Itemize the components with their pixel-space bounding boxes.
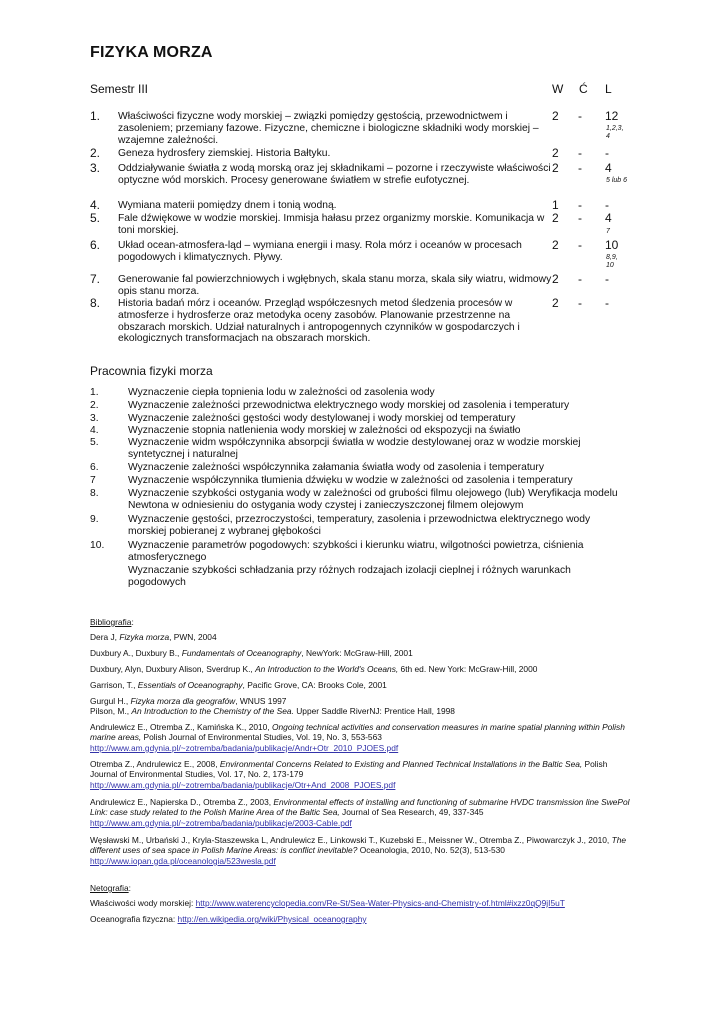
lecture-w: 2 xyxy=(552,211,559,225)
lecture-w: 2 xyxy=(552,146,559,160)
neto-link[interactable]: http://www.waterencyclopedia.com/Re-St/Sea-Water-Physics-and-Chemistry-of.html#ixzz0qQ9jI5uT xyxy=(195,898,565,908)
bib-title: Ongoing technical activities and conservation measures in marine spatial planning within Polish marine areas, xyxy=(90,722,625,743)
lecture-w: 1 xyxy=(552,198,559,212)
lecture-l: - xyxy=(605,272,609,286)
header-l: L xyxy=(605,82,612,96)
lecture-c: - xyxy=(578,109,582,123)
lab-number: 2. xyxy=(90,400,99,411)
header-c: Ć xyxy=(579,82,588,96)
bib-details: , NewYork: McGraw-Hill, 2001 xyxy=(301,648,413,658)
lab-text: Wyznaczenie zależności współczynnika załamania światła wody od zasolenia i temperatury xyxy=(128,462,544,473)
lecture-c: - xyxy=(578,272,582,286)
lab-text: Wyznaczenie zależności przewodnictwa elektrycznego wody morskiej od zasolenia i temperatury xyxy=(128,400,570,411)
bib-link[interactable]: http://www.am.gdynia.pl/~zotremba/badania/publikacje/2003-Cable.pdf xyxy=(90,817,352,828)
lab-text: Wyznaczenie szybkości ostygania wody w zależności od grubości filmu olejowego (lub) Weryfikacja modelu Newtona w odniesieniu do ostygania wody czystej i zanieczyszczonej filmem olejowym xyxy=(128,488,618,511)
lab-heading: Pracownia fizyki morza xyxy=(90,364,213,378)
bib-title: Environmental effects of installing and functioning of submarine HVDC transmission line SwePol Link: case study related to the Polish Marine Area of the Baltic Sea, xyxy=(90,797,630,818)
bib-entry xyxy=(90,759,635,790)
bib-details: 6th ed. New York: McGraw-Hill, 2000 xyxy=(398,664,538,674)
netografia-heading: Netografia xyxy=(90,883,129,893)
lab-number: 6. xyxy=(90,462,99,473)
lecture-text: Historia badań mórz i oceanów. Przegląd współczesnych metod śledzenia procesów w atmosferze i hydrosferze oraz metodyka oceny zasobów. Planowanie przestrzenne na obszarach morskich. Udział naturalnych i antropogennych czynników w gospodarczych i ekologicznych transformacjach na obszarach morskich. xyxy=(118,298,520,345)
lecture-text: Geneza hydrosfery ziemskiej. Historia Bałtyku. xyxy=(118,148,331,159)
bib-link[interactable]: http://www.am.gdynia.pl/~zotremba/badania/publikacje/Otr+And_2008_PJOES.pdf xyxy=(90,779,396,790)
lecture-c: - xyxy=(578,146,582,160)
lab-text: Wyznaczenie widm współczynnika absorpcji światła w wodzie destylowanej oraz w wodzie morskiej syntetycznej i naturalnej xyxy=(128,437,581,460)
lab-number: 8. xyxy=(90,488,99,499)
bibliography-heading: Bibliografia xyxy=(90,617,132,627)
header-w: W xyxy=(552,82,564,96)
lecture-l-sub: 7 xyxy=(606,228,610,235)
lecture-text: Oddziaływanie światła z wodą morską oraz jej składnikami – pozorne i rzeczywiste właściwości optyczne wód morskich. Procesy generowane światłem w strefie eufotycznej. xyxy=(118,163,551,186)
lab-number: 9. xyxy=(90,514,99,525)
lecture-l-sub: 1,2,3, 4 xyxy=(606,125,624,140)
lecture-text: Właściwości fizyczne wody morskiej – związki pomiędzy gęstością, przewodnictwem i zasoleniem; przemiany fazowe. Fizyczne, chemiczne i biologiczne składniki wody morskiej – wzajemne zależności. xyxy=(118,111,539,146)
lab-text: Wyznaczenie gęstości, przezroczystości, temperatury, zasolenia i przewodnictwa elektrycznego wody morskiej pobieranej z wybranej głębokości xyxy=(128,514,591,537)
lecture-number: 1. xyxy=(90,109,101,123)
bib-entry xyxy=(90,664,635,674)
lecture-text: Wymiana materii pomiędzy dnem i tonią wodną. xyxy=(118,200,337,211)
lecture-l: 4 xyxy=(605,161,612,175)
bib-entry xyxy=(90,722,635,753)
bib-details: Oceanologia, 2010, No. 52(3), 513-530 xyxy=(357,845,505,856)
lecture-l: - xyxy=(605,146,609,160)
lab-text: Wyznaczenie ciepła topnienia lodu w zależności od zasolenia wody xyxy=(128,387,435,398)
bib-title: Fundamentals of Oceanography xyxy=(181,648,302,658)
lab-text: Wyznaczenie stopnia natlenienia wody morskiej w zależności od ekspozycji na światło xyxy=(128,425,521,436)
lecture-w: 2 xyxy=(552,238,559,252)
bib-title: The different uses of sea space in Polish Marine Areas: is conflict inevitable? xyxy=(90,835,627,856)
lab-text: Wyznaczenie parametrów pogodowych: szybkości i kierunku wiatru, wilgotności powietrza, ciśnienia atmosferycznego xyxy=(128,540,584,563)
lab-number: 1. xyxy=(90,387,99,398)
bib-details: Journal of Sea Research, 49, 337-345 xyxy=(339,807,484,818)
lecture-w: 2 xyxy=(552,296,559,310)
lecture-l-sub: 8,9, 10 xyxy=(606,254,618,269)
lecture-number: 5. xyxy=(90,211,101,225)
lab-number: 7 xyxy=(90,475,96,486)
bib-details: Upper Saddle RiverNJ: Prentice Hall, 1998 xyxy=(293,706,455,716)
lecture-c: - xyxy=(578,238,582,252)
bib-title: Essentials of Oceanography xyxy=(137,680,243,690)
bib-details: , Pacific Grove, CA: Brooks Cole, 2001 xyxy=(242,680,387,690)
bib-authors: Duxbury, Alyn, Duxbury Alison, Sverdrup K., xyxy=(90,664,256,674)
bib-title: Fizyka morza xyxy=(119,632,170,642)
bib-details: , WNUS 1997 xyxy=(235,696,287,706)
lecture-w: 2 xyxy=(552,161,559,175)
bib-authors: Pilson, M., xyxy=(90,706,132,716)
lecture-number: 8. xyxy=(90,296,101,310)
lecture-c: - xyxy=(578,211,582,225)
lecture-text: Układ ocean-atmosfera-ląd – wymiana energii i masy. Rola mórz i oceanów w procesach pogodowych i klimatycznych. Pływy. xyxy=(118,240,522,263)
lecture-w: 2 xyxy=(552,109,559,123)
lab-number: 10. xyxy=(90,540,105,551)
lecture-c: - xyxy=(578,296,582,310)
bib-entry xyxy=(90,696,635,706)
bib-entry xyxy=(90,648,635,658)
lecture-l-sub: 5 lub 6 xyxy=(606,177,628,184)
neto-entry xyxy=(90,914,635,924)
bib-authors: Gurgul H., xyxy=(90,696,131,706)
lab-text: Wyznaczanie szybkości schładzania przy różnych rodzajach izolacji cieplnej i różnych warunkach pogodowych xyxy=(128,565,571,588)
bib-details: Polish Journal of Environmental Studies, Vol. 19, No. 3, 553-563 xyxy=(141,732,382,743)
lecture-number: 7. xyxy=(90,272,101,286)
bib-entry xyxy=(90,706,635,716)
lecture-text: Fale dźwiękowe w wodzie morskiej. Immisja hałasu przez organizmy morskie. Komunikacja w toni morskiej. xyxy=(118,213,545,236)
lecture-l: 4 xyxy=(605,211,612,225)
lab-number: 3. xyxy=(90,413,99,424)
bib-authors: Andrulewicz E., Napierska D., Otremba Z., 2003, xyxy=(90,797,274,807)
semester-heading: Semestr III xyxy=(90,82,149,96)
bib-title: Environmental Concerns Related to Existing and Planned Technical Installations in the Baltic Sea, xyxy=(219,759,583,769)
lecture-number: 3. xyxy=(90,161,101,175)
bib-link[interactable]: http://www.iopan.gda.pl/oceanologia/523wesla.pdf xyxy=(90,855,276,866)
neto-label: Właściwości wody morskiej: xyxy=(90,898,196,908)
bib-details: Polish Journal of Environmental Studies, Vol. 17, No. 2, 173-179 xyxy=(90,759,608,780)
lecture-w: 2 xyxy=(552,272,559,286)
lecture-text: Generowanie fal powierzchniowych i wgłębnych, skala stanu morza, skala siły wiatru, widmowy opis stanu morza. xyxy=(118,274,552,297)
bib-authors: Otremba Z., Andrulewicz E., 2008, xyxy=(90,759,220,769)
bib-authors: Andrulewicz E., Otremba Z., Kamińska K., 2010, xyxy=(90,722,272,732)
bib-title: An Introduction to the Chemistry of the Sea. xyxy=(131,706,294,716)
bib-link[interactable]: http://www.am.gdynia.pl/~zotremba/badania/publikacje/Andr+Otr_2010_PJOES.pdf xyxy=(90,742,399,753)
bib-title: Fizyka morza dla geografów xyxy=(130,696,236,706)
bib-entry xyxy=(90,797,635,828)
bib-details: , PWN, 2004 xyxy=(169,632,217,642)
lecture-c: - xyxy=(578,161,582,175)
lecture-l: 10 xyxy=(605,238,619,252)
bib-entry xyxy=(90,680,635,690)
lab-text: Wyznaczenie zależności gęstości wody destylowanej i wody morskiej od temperatury xyxy=(128,413,516,424)
lab-number: 4. xyxy=(90,425,99,436)
lecture-number: 4. xyxy=(90,198,101,212)
lab-text: Wyznaczenie współczynnika tłumienia dźwięku w wodzie w zależności od zasolenia i temperatury xyxy=(128,475,573,486)
bib-authors: Garrison, T., xyxy=(90,680,138,690)
lecture-number: 2. xyxy=(90,146,101,160)
bib-authors: Duxbury A., Duxbury B., xyxy=(90,648,182,658)
lecture-l: - xyxy=(605,198,609,212)
bib-title: An Introduction to the World's Oceans, xyxy=(255,664,399,674)
page-title: FIZYKA MORZA xyxy=(90,44,213,61)
bib-entry xyxy=(90,632,635,642)
lecture-l: - xyxy=(605,296,609,310)
neto-link[interactable]: http://en.wikipedia.org/wiki/Physical_oceanography xyxy=(177,914,367,924)
neto-entry xyxy=(90,898,650,908)
bib-authors: Dera J, xyxy=(90,632,120,642)
lecture-c: - xyxy=(578,198,582,212)
neto-label: Oceanografia fizyczna: xyxy=(90,914,178,924)
lecture-number: 6. xyxy=(90,238,101,252)
lab-number: 5. xyxy=(90,437,99,448)
bib-entry xyxy=(90,835,635,866)
bib-authors: Węsławski M., Urbański J., Kryla-Staszewska L, Andrulewicz E., Linkowski T., Kuzebski E., Meissner W., Otremba Z., Piwowarczyk J., 2010, xyxy=(90,835,612,845)
lecture-l: 12 xyxy=(605,109,619,123)
